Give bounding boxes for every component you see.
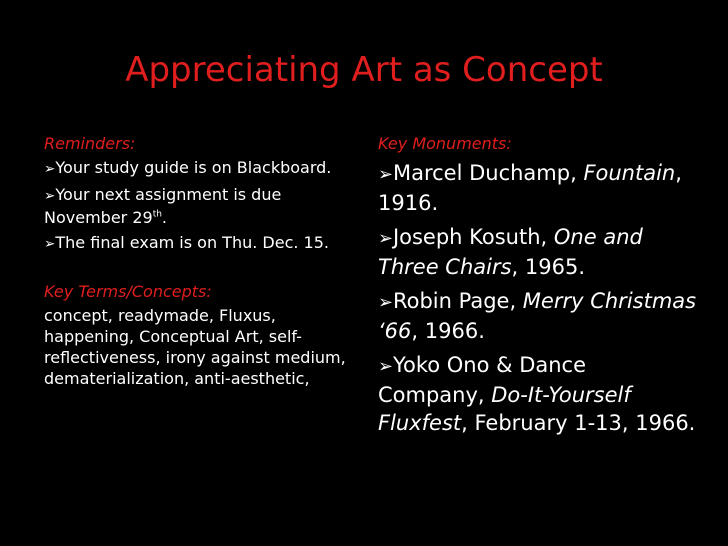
left-column: [44, 133, 356, 389]
monument-date: , 1965.: [511, 255, 586, 279]
arrow-check-bullet-icon: ➢: [378, 356, 393, 377]
monument-item: [378, 159, 698, 217]
monument-date: , 1966.: [411, 319, 485, 343]
monument-item: [378, 223, 698, 281]
monument-date: , February 1-13, 1966.: [461, 411, 696, 435]
arrow-check-bullet-icon: ➢: [378, 228, 393, 249]
monument-artist: Joseph Kosuth,: [392, 225, 554, 249]
monument-item: [378, 351, 698, 437]
key-terms-text: concept, readymade, Fluxus, happening, Conceptual Art, self-reflectiveness, irony against medium, dematerialization, anti-aesthetic,: [44, 306, 346, 388]
arrow-check-bullet-icon: ➢: [378, 292, 393, 313]
reminder-text-end: .: [161, 208, 168, 227]
monument-artist: Robin Page,: [392, 289, 523, 313]
monument-date: , 1916.: [378, 161, 682, 215]
spacer: [44, 259, 356, 281]
reminder-text: The final exam is on Thu. Dec. 15.: [55, 233, 329, 252]
slide-title: Appreciating Art as Concept: [125, 50, 603, 90]
reminder-item: [44, 232, 356, 255]
monument-artist: Yoko Ono & Dance Company,: [378, 353, 587, 407]
reminder-text: Your study guide is on Blackboard.: [55, 158, 332, 177]
key-terms-heading: Key Terms/Concepts:: [44, 282, 212, 301]
reminders-heading: Reminders:: [44, 134, 136, 153]
reminder-text: Your next assignment is due November 29: [44, 185, 282, 227]
reminder-item: [44, 157, 356, 180]
arrow-check-bullet-icon: ➢: [44, 236, 56, 252]
monument-artist: Marcel Duchamp,: [392, 161, 584, 185]
reminder-superscript: th: [152, 209, 162, 220]
monuments-heading: Key Monuments:: [378, 134, 512, 153]
arrow-check-bullet-icon: ➢: [378, 164, 393, 185]
monument-work: Merry Christmas ‘66: [378, 289, 697, 343]
right-column: [378, 133, 698, 443]
reminder-item: [44, 184, 356, 228]
monument-work: One and Three Chairs: [378, 225, 643, 279]
monument-item: [378, 287, 698, 345]
monument-work: Fountain: [583, 161, 676, 185]
arrow-check-bullet-icon: ➢: [44, 161, 56, 177]
monument-work: Do-It-Yourself Fluxfest: [378, 383, 631, 435]
arrow-check-bullet-icon: ➢: [44, 188, 56, 204]
